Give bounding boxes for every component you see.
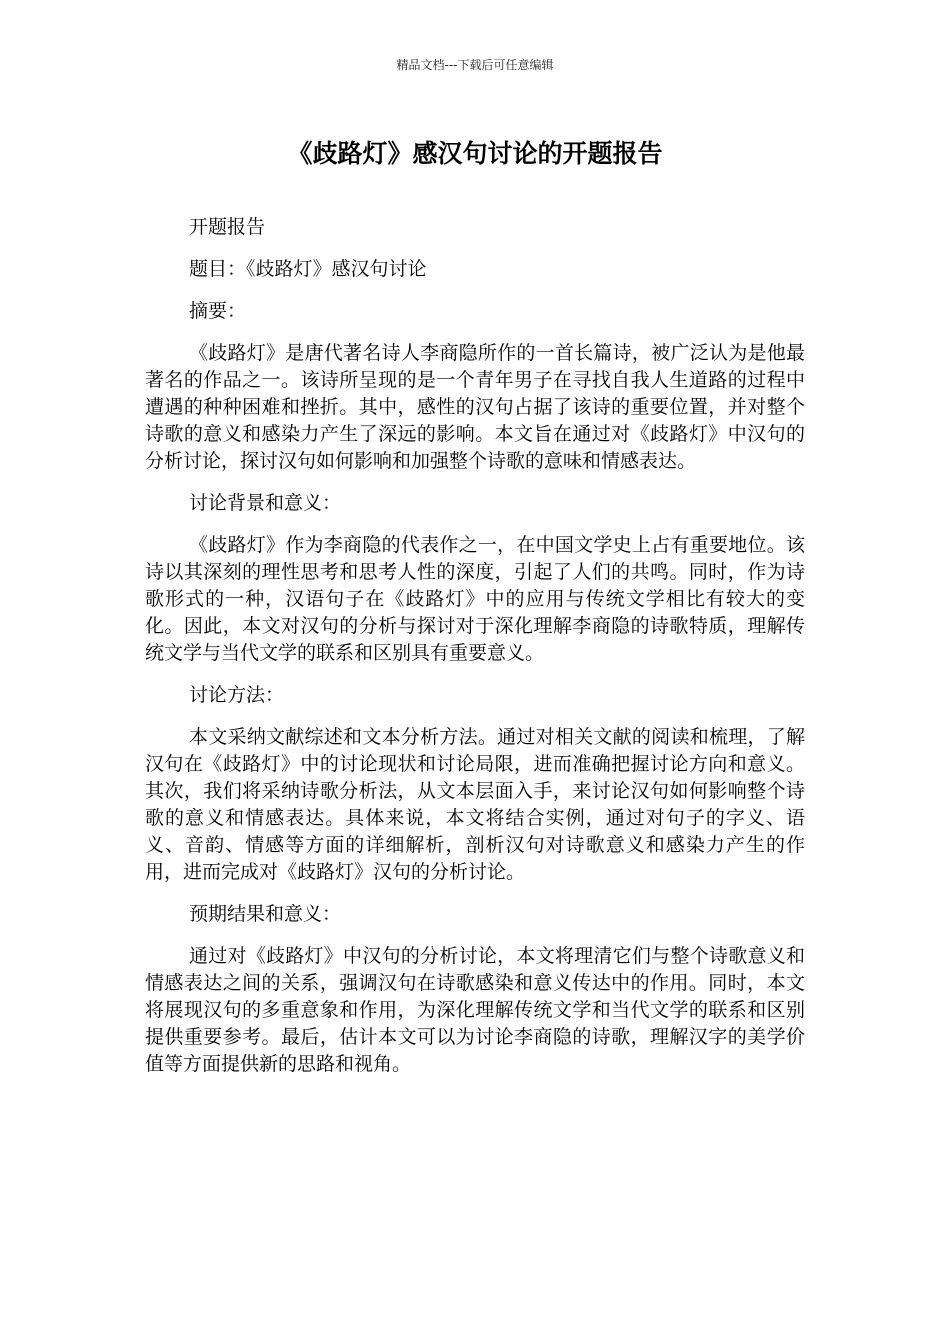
document-body <box>145 214 805 1078</box>
results-paragraph: 通过对《歧路灯》中汉句的分析讨论，本文将理清它们与整个诗歌意义和情感表达之间的关系，强调汉句在诗歌感染和意义传达中的作用。同时，本文将展现汉句的多重意象和作用，为深化理解传统文学和当代文学的联系和区别提供重要参考。最后，估计本文可以为讨论李商隐的诗歌，理解汉字的美学价值等方面提供新的思路和视角。 <box>145 945 805 1075</box>
section-report-label: 开题报告 <box>189 216 266 238</box>
abstract-label: 摘要： <box>189 300 247 322</box>
document-title: 《歧路灯》感汉句讨论的开题报告 <box>287 139 663 168</box>
abstract-paragraph: 《歧路灯》是唐代著名诗人李商隐所作的一首长篇诗，被广泛认为是他最著名的作品之一。该诗所呈现的是一个青年男子在寻找自我人生道路的过程中遭遇的种种困难和挫折。其中，感性的汉句占据了该诗的重要位置，并对整个诗歌的意义和感染力产生了深远的影响。本文旨在通过对《歧路灯》中汉句的分析讨论，探讨汉句如何影响和加强整个诗歌的意味和情感表达。 <box>145 342 805 472</box>
background-paragraph: 《歧路灯》作为李商隐的代表作之一，在中国文学史上占有重要地位。该诗以其深刻的理性思考和思考人性的深度，引起了人们的共鸣。同时，作为诗歌形式的一种，汉语句子在《歧路灯》中的应用与传统文学相比有较大的变化。因此，本文对汉句的分析与探讨对于深化理解李商隐的诗歌特质，理解传统文学与当代文学的联系和区别具有重要意义。 <box>145 534 805 664</box>
results-label: 预期结果和意义： <box>189 903 342 925</box>
topic-line: 题目：《歧路灯》感汉句讨论 <box>189 258 427 280</box>
background-label: 讨论背景和意义： <box>189 492 342 514</box>
method-label: 讨论方法： <box>189 684 285 706</box>
method-paragraph: 本文采纳文献综述和文本分析方法。通过对相关文献的阅读和梳理，了解汉句在《歧路灯》中的讨论现状和讨论局限，进而准确把握讨论方向和意义。其次，我们将采纳诗歌分析法，从文本层面入手，来讨论汉句如何影响整个诗歌的意义和情感表达。具体来说，本文将结合实例，通过对句子的字义、语义、音韵、情感等方面的详细解析，剖析汉句对诗歌意义和感染力产生的作用，进而完成对《歧路灯》汉句的分析讨论。 <box>145 726 805 883</box>
header-note: 精品文档---下载后可任意编辑 <box>396 58 554 72</box>
